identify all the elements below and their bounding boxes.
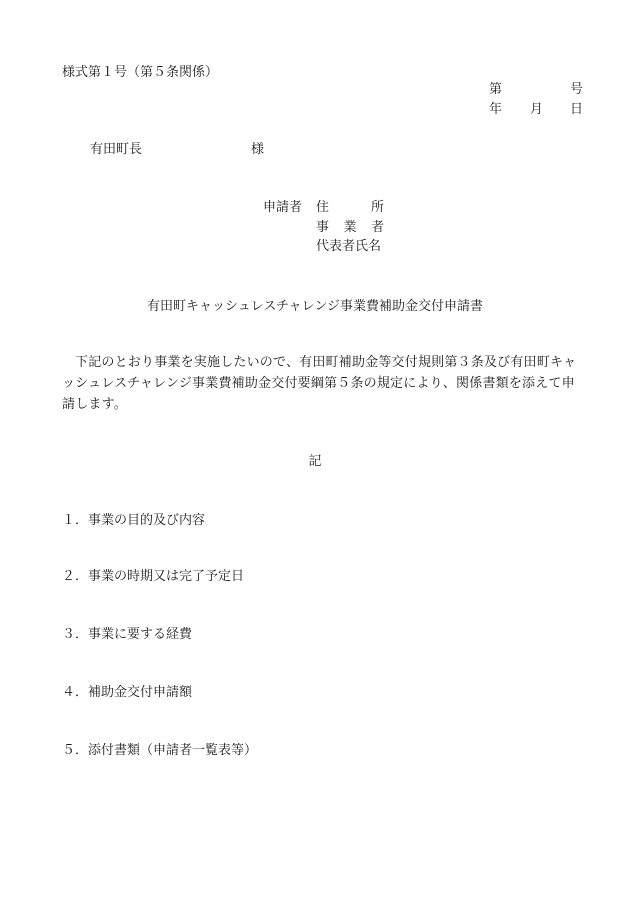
- form-number-label: 様式第１号（第５条関係）: [62, 65, 219, 80]
- document-title: 有田町キャッシュレスチャレンジ事業費補助金交付申請書: [146, 299, 484, 314]
- document-number-suffix: 号: [570, 82, 584, 97]
- addressee-name: 有田町長: [90, 142, 143, 157]
- address-char: 住: [316, 200, 330, 215]
- list-item: ２．事業の時期又は完了予定日: [62, 569, 245, 584]
- list-item: １．事業の目的及び内容: [62, 513, 206, 528]
- address-char: 所: [370, 200, 384, 215]
- applicant-business-label: [316, 221, 384, 234]
- application-body-text: 下記のとおり事業を実施したいので、有田町補助金等交付規則第３条及び有田町キャッシュレスチャレンジ事業費補助金交付要綱第５条の規定により、関係書類を添えて申請します。: [62, 355, 577, 412]
- list-item: ３．事業に要する経費: [62, 627, 193, 642]
- addressee-honorific: 様: [251, 142, 265, 157]
- date-month-label: 月: [530, 102, 544, 117]
- applicant-address-label: [316, 201, 384, 214]
- applicant-label: 申請者: [263, 200, 303, 215]
- date-year-label: 年: [489, 102, 503, 117]
- document-number-prefix: 第: [489, 82, 503, 97]
- business-char: 業: [343, 220, 357, 235]
- business-char: 者: [370, 220, 384, 235]
- ki-heading: 記: [308, 454, 322, 469]
- list-item: ５．添付書類（申請者一覧表等）: [62, 743, 258, 758]
- list-item: ４．補助金交付申請額: [62, 685, 193, 700]
- applicant-representative-label: 代表者氏名: [316, 239, 382, 254]
- date-day-label: 日: [570, 102, 584, 117]
- business-char: 事: [316, 220, 330, 235]
